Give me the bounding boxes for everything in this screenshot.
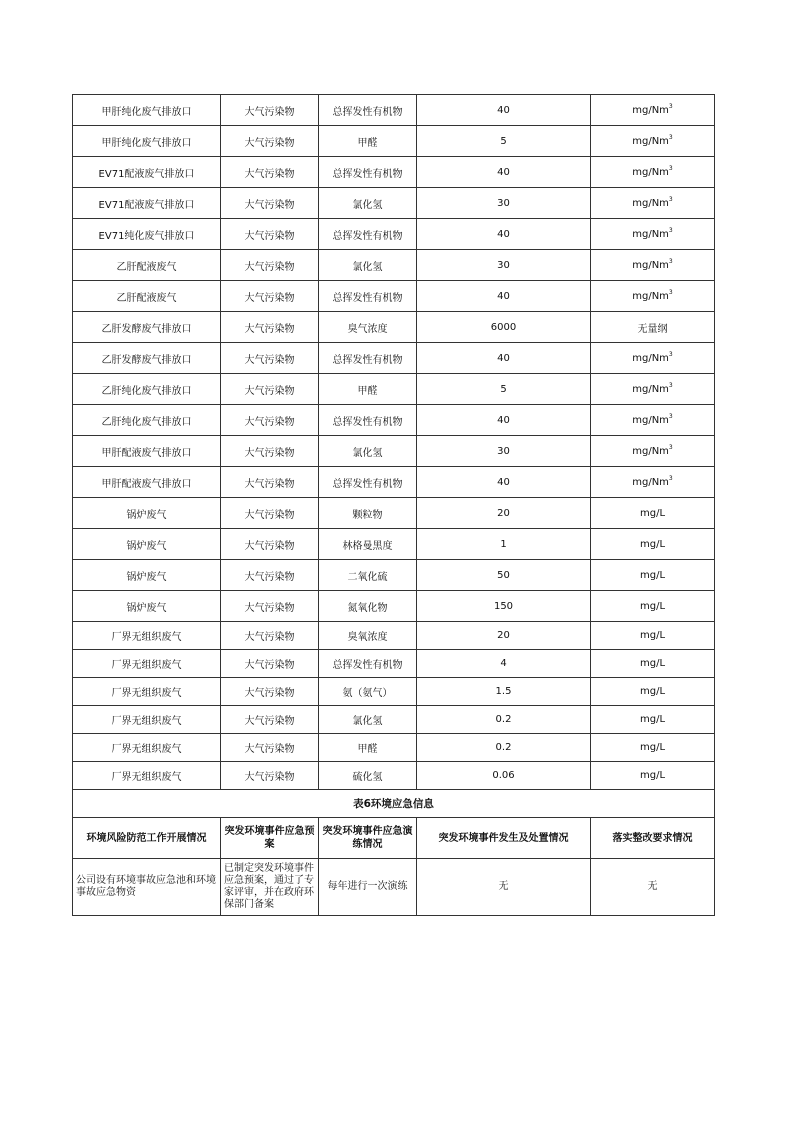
limit-value-cell: 40	[417, 219, 591, 250]
outlet-cell: 乙肝配液废气	[73, 250, 221, 281]
table-row	[73, 650, 715, 678]
pollutant-cell: 氯化氢	[319, 706, 417, 734]
unit-cell	[591, 591, 715, 622]
limit-value-cell: 20	[417, 498, 591, 529]
outlet-cell: EV71纯化废气排放口	[73, 219, 221, 250]
unit-cell	[591, 560, 715, 591]
unit-text: mg/L	[639, 686, 666, 697]
limit-value-cell: 40	[417, 467, 591, 498]
pollutant-cell: 氯化氢	[319, 436, 417, 467]
unit-cell	[591, 678, 715, 706]
pollutant-cell: 氯化氢	[319, 250, 417, 281]
category-cell: 大气污染物	[221, 706, 319, 734]
pollutant-cell: 总挥发性有机物	[319, 405, 417, 436]
table-row	[73, 678, 715, 706]
outlet-cell: 厂界无组织废气	[73, 622, 221, 650]
table-row	[73, 591, 715, 622]
table-row	[73, 126, 715, 157]
category-cell: 大气污染物	[221, 591, 319, 622]
unit-text: mg/Nm	[632, 228, 669, 240]
table-row	[73, 436, 715, 467]
pollutant-cell: 总挥发性有机物	[319, 281, 417, 312]
value-rectification: 无	[591, 859, 715, 916]
limit-value-cell: 1.5	[417, 678, 591, 706]
unit-cell	[591, 281, 715, 312]
table-row	[73, 529, 715, 560]
table-row	[73, 312, 715, 343]
header-incident-handling: 突发环境事件发生及处置情况	[417, 818, 591, 859]
unit-cell	[591, 436, 715, 467]
pollutant-cell: 臭氧浓度	[319, 622, 417, 650]
pollutant-cell: 总挥发性有机物	[319, 95, 417, 126]
outlet-cell: 锅炉废气	[73, 529, 221, 560]
unit-cell	[591, 126, 715, 157]
unit-cell	[591, 157, 715, 188]
value-emergency-plan: 已制定突发环境事件应急预案，通过了专家评审，并在政府环保部门备案	[221, 859, 319, 916]
category-cell: 大气污染物	[221, 312, 319, 343]
category-cell: 大气污染物	[221, 734, 319, 762]
category-cell: 大气污染物	[221, 467, 319, 498]
unit-text: mg/L	[639, 770, 666, 781]
environmental-data-table	[72, 94, 715, 916]
unit-cell	[591, 219, 715, 250]
header-emergency-plan: 突发环境事件应急预案	[221, 818, 319, 859]
category-cell: 大气污染物	[221, 126, 319, 157]
outlet-cell: 锅炉废气	[73, 560, 221, 591]
limit-value-cell: 4	[417, 650, 591, 678]
unit-text: mg/Nm	[632, 104, 669, 116]
category-cell: 大气污染物	[221, 498, 319, 529]
unit-superscript: 3	[668, 164, 673, 172]
unit-text: mg/L	[639, 658, 666, 669]
limit-value-cell: 20	[417, 622, 591, 650]
unit-cell	[591, 498, 715, 529]
unit-cell	[591, 312, 715, 343]
pollutant-cell: 甲醛	[319, 734, 417, 762]
unit-superscript: 3	[668, 195, 673, 203]
outlet-cell: 厂界无组织废气	[73, 650, 221, 678]
pollutant-cell: 总挥发性有机物	[319, 219, 417, 250]
outlet-cell: 乙肝纯化废气排放口	[73, 374, 221, 405]
unit-text: mg/Nm	[632, 290, 669, 302]
unit-superscript: 3	[668, 133, 673, 141]
unit-text: mg/Nm	[632, 383, 669, 395]
section-title-row	[73, 790, 715, 818]
unit-text: mg/L	[639, 714, 666, 725]
limit-value-cell: 30	[417, 250, 591, 281]
unit-text: mg/Nm	[632, 445, 669, 457]
unit-cell	[591, 343, 715, 374]
limit-value-cell: 40	[417, 95, 591, 126]
outlet-cell: 乙肝配液废气	[73, 281, 221, 312]
unit-superscript: 3	[668, 474, 673, 482]
pollutant-cell: 总挥发性有机物	[319, 650, 417, 678]
unit-cell	[591, 250, 715, 281]
table-row	[73, 95, 715, 126]
category-cell: 大气污染物	[221, 157, 319, 188]
unit-cell	[591, 622, 715, 650]
outlet-cell: 甲肝纯化废气排放口	[73, 95, 221, 126]
pollutant-rows	[73, 95, 715, 790]
table-row	[73, 498, 715, 529]
pollutant-cell: 二氧化硫	[319, 560, 417, 591]
unit-superscript: 3	[668, 226, 673, 234]
unit-cell	[591, 188, 715, 219]
table-row	[73, 281, 715, 312]
unit-text: mg/L	[639, 569, 666, 581]
table-row	[73, 157, 715, 188]
unit-text: 无量纲	[637, 323, 668, 335]
unit-superscript: 3	[668, 288, 673, 296]
unit-text: mg/Nm	[632, 166, 669, 178]
unit-text: mg/Nm	[632, 197, 669, 209]
outlet-cell: 乙肝发酵废气排放口	[73, 343, 221, 374]
table-row	[73, 560, 715, 591]
limit-value-cell: 40	[417, 405, 591, 436]
emergency-header-row	[73, 818, 715, 859]
limit-value-cell: 30	[417, 436, 591, 467]
limit-value-cell: 30	[417, 188, 591, 219]
pollutant-cell: 总挥发性有机物	[319, 157, 417, 188]
limit-value-cell: 40	[417, 281, 591, 312]
unit-superscript: 3	[668, 443, 673, 451]
unit-text: mg/L	[639, 507, 666, 519]
pollutant-cell: 氨（氨气）	[319, 678, 417, 706]
pollutant-cell: 林格曼黑度	[319, 529, 417, 560]
limit-value-cell: 40	[417, 157, 591, 188]
limit-value-cell: 5	[417, 126, 591, 157]
table-row	[73, 706, 715, 734]
unit-cell	[591, 95, 715, 126]
unit-superscript: 3	[668, 257, 673, 265]
limit-value-cell: 150	[417, 591, 591, 622]
table-row	[73, 405, 715, 436]
outlet-cell: 厂界无组织废气	[73, 706, 221, 734]
unit-cell	[591, 467, 715, 498]
table-row	[73, 374, 715, 405]
unit-text: mg/Nm	[632, 476, 669, 488]
category-cell: 大气污染物	[221, 95, 319, 126]
table-row	[73, 188, 715, 219]
unit-cell	[591, 374, 715, 405]
outlet-cell: 甲肝配液废气排放口	[73, 436, 221, 467]
outlet-cell: 乙肝发酵废气排放口	[73, 312, 221, 343]
outlet-cell: EV71配液废气排放口	[73, 157, 221, 188]
category-cell: 大气污染物	[221, 250, 319, 281]
outlet-cell: 厂界无组织废气	[73, 734, 221, 762]
unit-text: mg/L	[639, 538, 666, 550]
limit-value-cell: 40	[417, 343, 591, 374]
table-row	[73, 467, 715, 498]
category-cell: 大气污染物	[221, 281, 319, 312]
header-emergency-drill: 突发环境事件应急演练情况	[319, 818, 417, 859]
unit-superscript: 3	[668, 381, 673, 389]
limit-value-cell: 6000	[417, 312, 591, 343]
table-row	[73, 343, 715, 374]
unit-text: mg/Nm	[632, 414, 669, 426]
category-cell: 大气污染物	[221, 560, 319, 591]
unit-text: mg/Nm	[632, 259, 669, 271]
unit-cell	[591, 762, 715, 790]
limit-value-cell: 5	[417, 374, 591, 405]
pollutant-cell: 甲醛	[319, 374, 417, 405]
outlet-cell: 锅炉废气	[73, 498, 221, 529]
unit-text: mg/L	[639, 600, 666, 612]
unit-cell	[591, 529, 715, 560]
limit-value-cell: 0.2	[417, 706, 591, 734]
category-cell: 大气污染物	[221, 529, 319, 560]
pollutant-cell: 总挥发性有机物	[319, 467, 417, 498]
unit-cell	[591, 706, 715, 734]
category-cell: 大气污染物	[221, 188, 319, 219]
pollutant-cell: 总挥发性有机物	[319, 343, 417, 374]
unit-cell	[591, 405, 715, 436]
value-emergency-drill: 每年进行一次演练	[319, 859, 417, 916]
category-cell: 大气污染物	[221, 622, 319, 650]
category-cell: 大气污染物	[221, 436, 319, 467]
value-risk-prevention: 公司设有环境事故应急池和环境事故应急物资	[73, 859, 221, 916]
outlet-cell: 锅炉废气	[73, 591, 221, 622]
outlet-cell: 厂界无组织废气	[73, 678, 221, 706]
category-cell: 大气污染物	[221, 650, 319, 678]
limit-value-cell: 0.2	[417, 734, 591, 762]
unit-cell	[591, 734, 715, 762]
header-rectification: 落实整改要求情况	[591, 818, 715, 859]
outlet-cell: 乙肝纯化废气排放口	[73, 405, 221, 436]
outlet-cell: 甲肝纯化废气排放口	[73, 126, 221, 157]
outlet-cell: EV71配液废气排放口	[73, 188, 221, 219]
category-cell: 大气污染物	[221, 762, 319, 790]
category-cell: 大气污染物	[221, 219, 319, 250]
unit-superscript: 3	[668, 412, 673, 420]
unit-superscript: 3	[668, 350, 673, 358]
table-row	[73, 622, 715, 650]
limit-value-cell: 50	[417, 560, 591, 591]
unit-superscript: 3	[668, 102, 673, 110]
limit-value-cell: 0.06	[417, 762, 591, 790]
emergency-value-row	[73, 859, 715, 916]
header-risk-prevention: 环境风险防范工作开展情况	[73, 818, 221, 859]
table-row	[73, 762, 715, 790]
table-row	[73, 250, 715, 281]
unit-text: mg/L	[639, 630, 666, 641]
unit-text: mg/Nm	[632, 135, 669, 147]
outlet-cell: 厂界无组织废气	[73, 762, 221, 790]
category-cell: 大气污染物	[221, 374, 319, 405]
outlet-cell: 甲肝配液废气排放口	[73, 467, 221, 498]
table-row	[73, 734, 715, 762]
pollutant-cell: 氮氧化物	[319, 591, 417, 622]
unit-cell	[591, 650, 715, 678]
category-cell: 大气污染物	[221, 343, 319, 374]
pollutant-cell: 氯化氢	[319, 188, 417, 219]
value-incident-handling: 无	[417, 859, 591, 916]
unit-text: mg/Nm	[632, 352, 669, 364]
table-row	[73, 219, 715, 250]
pollutant-cell: 硫化氢	[319, 762, 417, 790]
category-cell: 大气污染物	[221, 405, 319, 436]
limit-value-cell: 1	[417, 529, 591, 560]
unit-text: mg/L	[639, 742, 666, 753]
pollutant-cell: 甲醛	[319, 126, 417, 157]
pollutant-cell: 臭气浓度	[319, 312, 417, 343]
pollutant-cell: 颗粒物	[319, 498, 417, 529]
emergency-section-title: 表6环境应急信息	[73, 790, 715, 818]
category-cell: 大气污染物	[221, 678, 319, 706]
